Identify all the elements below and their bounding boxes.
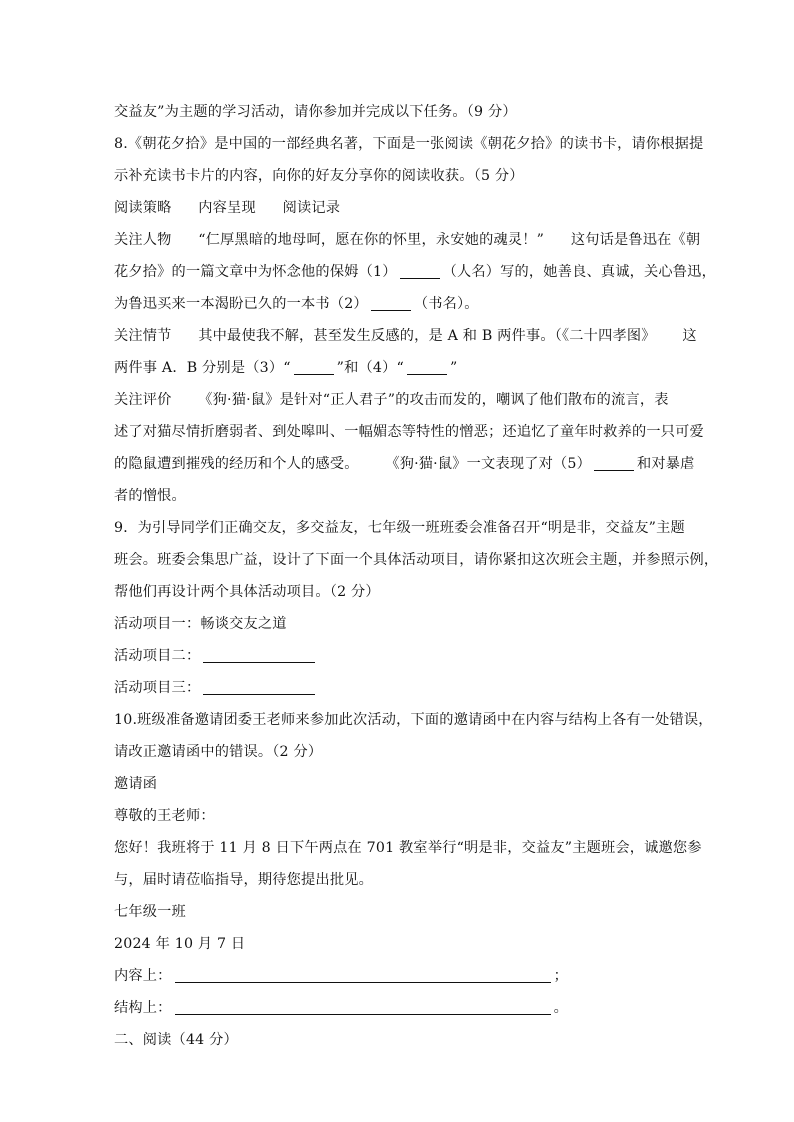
answer-content-blank[interactable]: [175, 966, 551, 983]
card-row-evaluation: [114, 384, 684, 416]
card-row-evaluation-cont-3: 者的憎恨。: [114, 488, 186, 504]
invitation-body-2: 与，届时请莅临指导，期待您提出批见。: [114, 872, 373, 888]
invitation-salutation: 尊敬的王老师：: [114, 808, 215, 824]
section-2-heading: 二、阅读（44 分）: [114, 1032, 238, 1048]
header-record: 阅读记录: [282, 200, 341, 216]
card-row-plot-cont: [114, 352, 684, 384]
header-strategy: 阅读策略: [114, 200, 172, 216]
evaluation-text-1: 《狗·猫·鼠》是针对“正人君子”的攻击而发的，嘲讽了他们散布的流言，表: [198, 392, 669, 408]
character-text-4: 为鲁迅买来一本渴盼已久的一本书（2）: [114, 296, 368, 312]
invitation-body-1: 您好！我班将于 11 月 8 日下午两点在 701 教室举行“明是非，交益友”主题班会，诚邀您参: [114, 840, 702, 856]
question-8-stem-line-1: 8.《朝花夕拾》是中国的一部经典名著，下面是一张阅读《朝花夕拾》的读书卡，请你根据提: [114, 136, 704, 152]
evaluation-text-2: 的隐鼠遭到摧残的经历和个人的感受。: [114, 456, 359, 472]
answer-structure-blank[interactable]: [175, 998, 551, 1015]
card-row-plot: [114, 320, 697, 352]
character-text-2: 花夕拾》的一篇文章中为怀念他的保姆（1）: [114, 264, 397, 280]
plot-text-2: 这: [682, 328, 697, 344]
plot-text-1: 其中最使我不解，甚至发生反感的，是 A 和 B 两件事。（《二十四孝图》: [198, 328, 656, 344]
question-10-line-1: 10.班级准备邀请团委王老师来参加此次活动，下面的邀请函中在内容与结构上各有一处错误，: [114, 712, 713, 728]
answer-content: [114, 960, 684, 992]
plot-text-5: ”: [449, 360, 458, 376]
blank-5[interactable]: [594, 454, 634, 471]
blank-4[interactable]: [407, 358, 447, 375]
question-9-line-2: 班会。班委会集思广益，设计了下面一个具体活动项目，请你紧扣这次班会主题，并参照示例，: [114, 552, 719, 568]
question-9-line-3: 帮他们再设计两个具体活动项目。（2 分）: [114, 584, 380, 600]
answer-content-end: ；: [553, 968, 568, 984]
question-9-line-1: 9．为引导同学们正确交友，多交益友，七年级一班班委会准备召开“明是非，交益友”主题: [114, 520, 685, 536]
answer-structure-label: 结构上：: [114, 1000, 172, 1016]
activity-item-3-label: 活动项目三：: [114, 680, 201, 696]
row-label-plot: 关注情节: [114, 328, 172, 344]
character-text-1: 这句话是鲁迅在《朝: [570, 232, 701, 248]
activity-item-1: 活动项目一：畅谈交友之道: [114, 616, 287, 632]
question-8-stem-line-2: 示补充读书卡片的内容，向你的好友分享你的阅读收获。（5 分）: [114, 168, 524, 184]
header-content: 内容呈现: [198, 200, 256, 216]
quote-text: “仁厚黑暗的地母呵，愿在你的怀里，永安她的魂灵！”: [198, 232, 545, 248]
plot-text-3: 两件事 A．B 分别是（3）“: [114, 360, 291, 376]
card-row-character-cont-1: [114, 256, 716, 288]
question-10-line-2: 请改正邀请函中的错误。（2 分）: [114, 744, 323, 760]
activity-item-3-blank[interactable]: [203, 678, 315, 695]
intro-line: 交益友”为主题的学习活动，请你参加并完成以下任务。（9 分）: [114, 104, 517, 120]
invitation-date: 2024 年 10 月 7 日: [114, 936, 246, 952]
plot-text-4: ”和（4）“: [336, 360, 404, 376]
evaluation-text-3: 《狗·猫·鼠》一文表现了对（5）: [385, 456, 591, 472]
row-label-evaluation: 关注评价: [114, 392, 172, 408]
reading-card-header: [114, 192, 684, 224]
blank-1[interactable]: [400, 262, 440, 279]
card-row-evaluation-cont-2: [114, 448, 695, 480]
page-content: [114, 96, 719, 1056]
invitation-title: 邀请函: [114, 776, 158, 792]
activity-item-2: [114, 640, 684, 672]
blank-3[interactable]: [294, 358, 334, 375]
character-text-3: （人名）写的，她善良、真诚，关心鲁迅，: [442, 264, 716, 280]
answer-structure: [114, 992, 684, 1024]
card-row-character: [114, 224, 701, 256]
evaluation-text-4: 和对暴虐: [637, 456, 695, 472]
answer-structure-end: 。: [553, 1000, 568, 1016]
character-text-5: （书名）。: [413, 296, 479, 312]
blank-2[interactable]: [371, 294, 411, 311]
activity-item-2-label: 活动项目二：: [114, 648, 201, 664]
activity-item-3: [114, 672, 684, 704]
card-row-character-cont-2: [114, 288, 684, 320]
invitation-sender: 七年级一班: [114, 904, 186, 920]
activity-item-2-blank[interactable]: [203, 646, 315, 663]
card-row-evaluation-cont-1: 述了对猫尽情折磨弱者、到处嗥叫、一幅媚态等特性的憎恶；还追忆了童年时救养的一只可爱: [114, 424, 704, 440]
answer-content-label: 内容上：: [114, 968, 172, 984]
row-label-character: 关注人物: [114, 232, 172, 248]
